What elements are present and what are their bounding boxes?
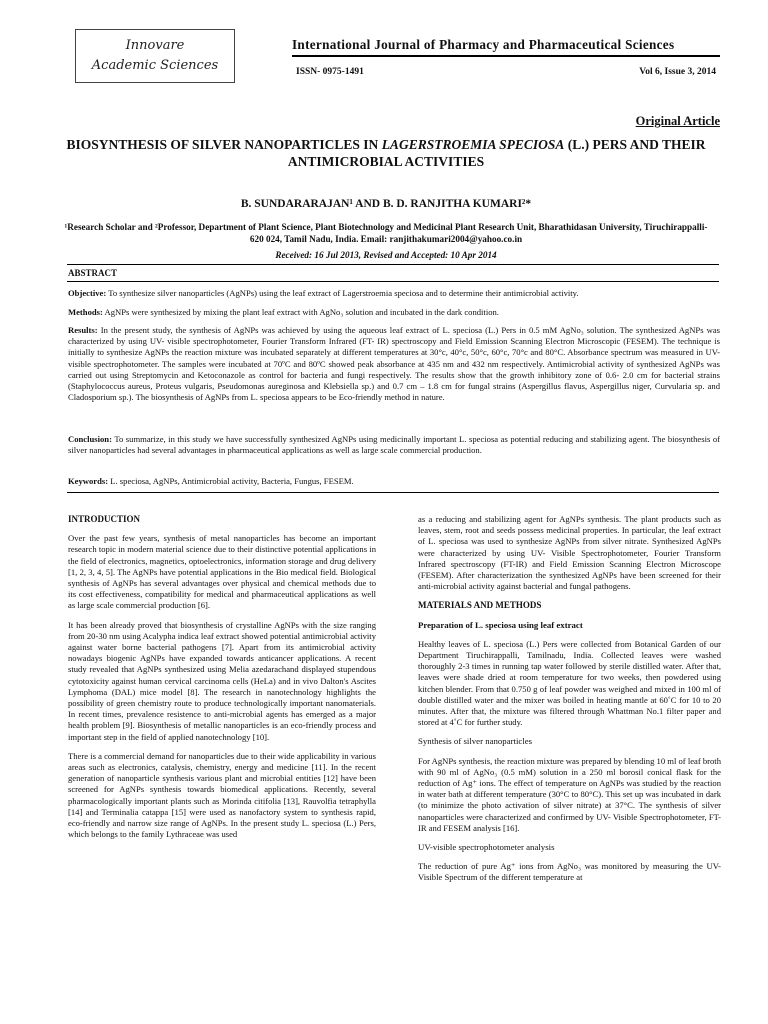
abstract-conclusion [68, 434, 720, 456]
affiliation: ¹Research Scholar and ²Professor, Department of Plant Science, Plant Biotechnology and Medicinal Plant Research Unit, Bharathidasan University, Tiruchirappalli-620 024, Tamil Nadu, India. Email: ranjithakumari2004@yahoo.co.in [64, 222, 708, 244]
methods-text: AgNPs were synthesized by mixing the plant leaf extract with AgNo₃ solution and incubated in the dark condition. [104, 307, 499, 317]
issn: ISSN- 0975-1491 [296, 67, 364, 77]
received-date: Received: 16 Jul 2013, Revised and Accepted: 10 Apr 2014 [275, 250, 497, 260]
objective-text: To synthesize silver nanoparticles (AgNPs) using the leaf extract of Lagerstroemia speciosa and to determine their antimicrobial activity. [108, 288, 579, 298]
left-column [68, 514, 376, 848]
abstract-results [68, 325, 720, 403]
conclusion-label: Conclusion: [68, 434, 112, 444]
results-label: Results: [68, 325, 98, 335]
keywords-text: L. speciosa, AgNPs, Antimicrobial activity, Bacteria, Fungus, FESEM. [110, 476, 354, 486]
right-paragraph-2: Healthy leaves of L. speciosa (L.) Pers were collected from Botanical Garden of our Department Tiruchirappalli, Tamilnadu, India. Collected leaves were washed thoroughly 2-3 times in running tap water followed by sterile distilled water. After that, leaves were shade dried at room temperature for two weeks, then powdered using kitchen blender. From that 0.750 g of leaf powder was weighed and mixed in 100 ml of double distilled water and the mixer was boiled in heating mantle at 60˚C for 10 to 20 minutes. After that, the mixture was filtered through Whattman No.1 filter paper and stored at 4˚C for further study. [418, 638, 721, 728]
journal-title: International Journal of Pharmacy and Pharmaceutical Sciences [292, 37, 675, 52]
subheading-preparation: Preparation of L. speciosa using leaf extract [418, 619, 583, 630]
logo-line1: Innovare [125, 38, 185, 53]
keywords-label: Keywords: [68, 476, 109, 486]
title-italic: LAGERSTROEMIA SPECIOSA [381, 137, 565, 152]
volume-issue: Vol 6, Issue 3, 2014 [639, 67, 716, 77]
intro-paragraph-1: Over the past few years, synthesis of metal nanoparticles has become an important research topic in modern material science due to their distinctive potential applications in the field of electronics, magnetics, optoelectronics, information storage and drug delivery [1, 2, 3, 4, 5]. The AgNPs have potential applications in the Bio medical field. Biological synthesis of AgNPs has several advantages over physical and chemical methods due to its cost effectiveness, compatibility for medical and pharmaceutical applications as well as large scale commercial production [6]. [68, 533, 376, 611]
header-rule [292, 55, 720, 57]
right-paragraph-4: The reduction of pure Ag⁺ ions from AgNo₃ was monitored by measuring the UV-Visible Spectrum of the different temperature at [418, 861, 721, 883]
abstract-keywords [68, 476, 720, 487]
abstract-objective [68, 288, 720, 299]
right-paragraph-3: For AgNPs synthesis, the reaction mixture was prepared by blending 10 ml of leaf broth with 90 ml of AgNo₃ (0.5 mM) solution in a 250 ml borosil conical flask for the reduction of Ag⁺ ions. The effect of temperature on AgNPs was studied by the reaction in water bath at different temperature (30°C to 80°C). This set up was incubated in dark (to minimize the photo activation of silver nitrate) at 37°C. The synthesis of silver nanoparticles were characterized and confirmed by UV- Visible Spectrophotometer, FT-IR and FESEM analysis [16]. [418, 755, 721, 833]
intro-paragraph-3: There is a commercial demand for nanoparticles due to their wide applicability in various areas such as electronics, catalysis, chemistry, energy and medicine [11]. In the recent generation of nanoparticle synthesis various plant and microbial entities [12] have been screened for AgNPs synthesis towards biomedical applications. Recently, several pharmacologically important plants such as Morinda citifolia [13], Rauvolfia tetraphylla [14] and Terminalia catappa [15] were used as nanofactory system to synthesis rapid, eco-friendly and narrow size range of AgNPs. In the present study L. speciosa (L.) Pers, which belongs to the family Lythraceae was used [68, 750, 376, 840]
intro-paragraph-2: It has been already proved that biosynthesis of crystalline AgNPs with the size ranging from 20-30 nm using Acalypha indica leaf extract showed potential antimicrobial activity against water borne bacterial pathogens [7]. Apart from its antimicrobial activity nowadays biogenic AgNPs have expanded towards anticancer applications. A recent study revealed that AgNPs synthesized using Melia azedarachand displayed stupendous cytotoxicity against human cervical carcinoma cells (HeLa) and in vivo Dalton's Ascites Lymphoma (DAL) mice model [8]. The research in nanotechnology highlights the possibility of green chemistry route to produce technologically important nanomaterials. In recent times, prevalence resistence to anti-microbial agents has emerged as a major health problem [9]. Biosynthesis of metallic nanoparticles is an eco-friendly process and important step in the field of applied nanotechnology [10]. [68, 619, 376, 742]
abstract-heading: ABSTRACT [68, 268, 118, 278]
results-text: In the present study, the synthesis of AgNPs was achieved by using the aqueous leaf extract of L. speciosa (L.) Pers in 0.5 mM AgNo₃ solution. The synthesized AgNPs was characterized by using UV- visible spectrophotometer, Fourier Transform Infrared (FT- IR) spectroscopy and Field Emission Scanning Electron Microscopic (FESEM). The technique is initially to synthesize AgNPs the reaction mixture was incubated separately at different temperatures at 30°c, 40°c, 50°c, 60°c, 70°c and 80°C. Absorbance spectrum was measured in UV-visible spectrophotometer. The samples were incubated at 70ºC and 80ºC showed peak absorbance at 435 nm and 432 nm respectively. Antimicrobial activity of synthesized AgNPs was carried out using Streptomycin and Ketoconazole as control for bacteria and fungi respectively. The results show that the growth inhibitory zone of 0.6- 2.0 cm for bacterial strains (Staphylococcus aureus, Proteus vulgaris, Pseudomonas aureginosa and Klebsiella sp.) and 0.7 cm – 1.8 cm for fungal strains (Aspergillus flavus, Aspergillus niger, Curvularia sp. and Cladosporium sp.). The biosynthesis of AgNPs from L. speciosa appears to be Eco-friendly method in nature. [68, 325, 720, 403]
article-title [60, 136, 712, 170]
title-part1: BIOSYNTHESIS OF SILVER NANOPARTICLES IN [66, 137, 382, 152]
abstract-top-rule [67, 264, 719, 265]
introduction-heading: INTRODUCTION [68, 514, 141, 524]
logo-line2: Academic Sciences [91, 58, 219, 73]
methods-label: Methods: [68, 307, 103, 317]
abstract-bottom-rule [67, 492, 719, 493]
right-paragraph-1: as a reducing and stabilizing agent for AgNPs synthesis. The plant products such as leaves, stem, root and seeds possess medicinal properties. In particular, the leaf extract of L. speciosa was used to synthesize AgNPs from silver nitrate. Synthesized AgNPs were characterized by using UV- Visible Spectrophotometer, Fourier Transform Infrared spectroscopy (FT-IR) and Field Emission Scanning Electron Microscope (FESEM). After characterization the synthesized AgNPs have been screened for their anti-microbial activity against bacterial and fungal pathogens. [418, 514, 721, 592]
abstract-heading-rule [67, 281, 719, 282]
publisher-logo [75, 29, 235, 83]
subheading-uv-visible: UV-visible spectrophotometer analysis [418, 842, 555, 853]
authors: B. SUNDARARAJAN¹ AND B. D. RANJITHA KUMARI²* [240, 198, 532, 210]
objective-label: Objective: [68, 288, 107, 298]
right-column [418, 514, 721, 892]
materials-methods-heading: MATERIALS AND METHODS [418, 600, 542, 611]
title-part2: (L.) PERS AND THEIR ANTIMICROBIAL ACTIVITIES [287, 137, 706, 169]
article-type: Original Article [635, 114, 720, 128]
conclusion-text: To summarize, in this study we have successfully synthesized AgNPs using medicinally important L. speciosa as potential reducing and stabilizing agent. The biosynthesis of silver nanoparticles had several advantages in pharmaceutical applications as well as large scale commercial production. [68, 434, 721, 456]
subheading-synthesis: Synthesis of silver nanoparticles [418, 736, 533, 747]
abstract-methods [68, 307, 720, 318]
